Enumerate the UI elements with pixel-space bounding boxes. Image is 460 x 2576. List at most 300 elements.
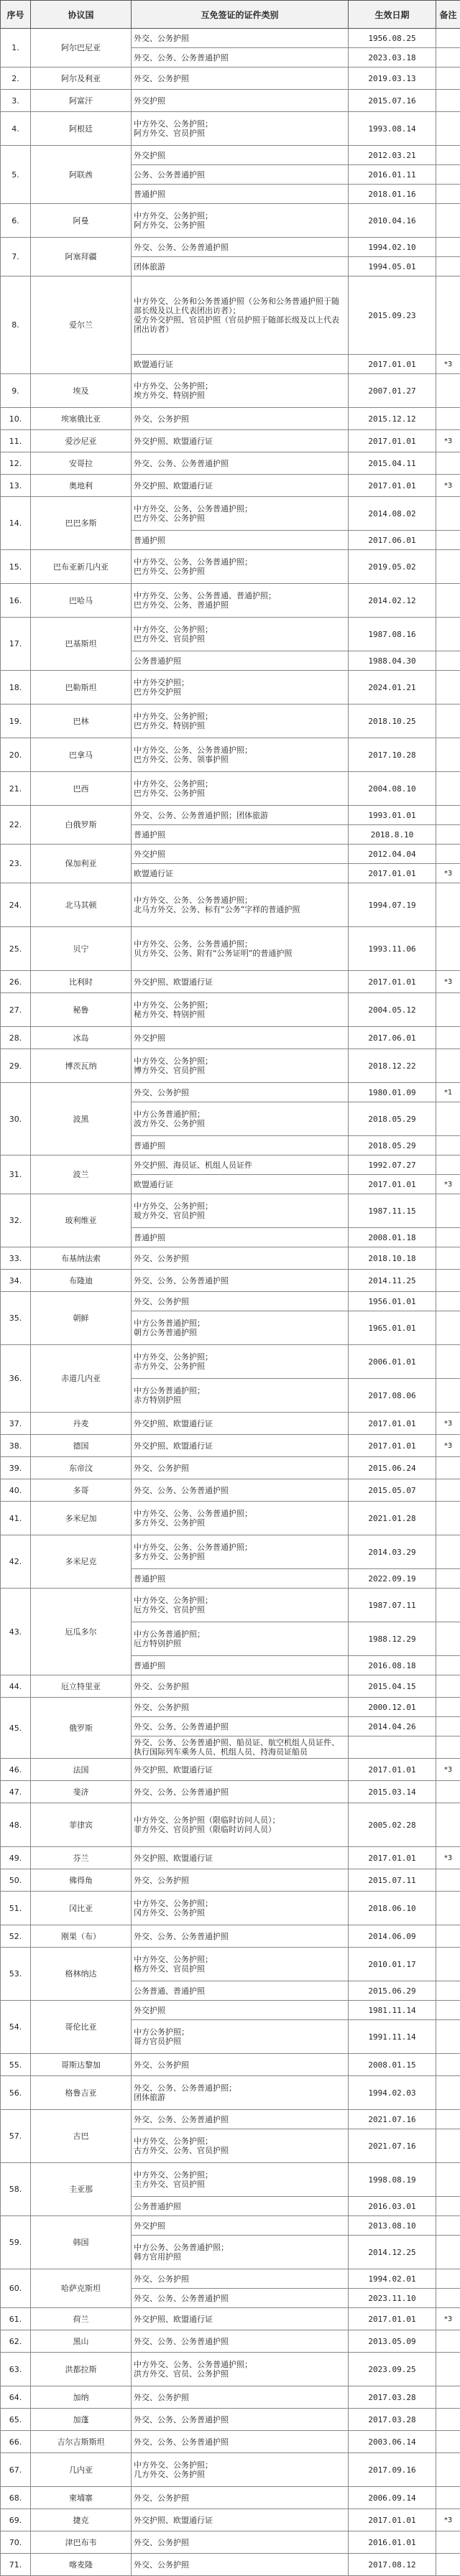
country-name: 朝鲜	[31, 1292, 132, 1345]
remark	[436, 48, 460, 68]
table-row	[1, 2110, 460, 2129]
remark	[436, 1869, 460, 1892]
country-name: 丹麦	[31, 1413, 132, 1435]
effective-date: 2018.12.22	[349, 1049, 436, 1083]
effective-date: 2004.05.12	[349, 993, 436, 1027]
table-row	[1, 1292, 460, 1311]
remark	[436, 1156, 460, 1175]
country-name: 波黑	[31, 1083, 132, 1156]
document-types: 中方外交、公务护照； 玻方外交、官员护照	[132, 1194, 349, 1228]
effective-date: 2017.03.28	[349, 2386, 436, 2409]
country-name: 东帝汶	[31, 1457, 132, 1479]
country-name: 巴勒斯坦	[31, 671, 132, 705]
row-number: 46.	[1, 1759, 31, 1781]
document-types: 中方外交、公务、公务普通护照； 贝方外交、公务、附有“公务证明”的普通护照	[132, 927, 349, 971]
table-row	[1, 1413, 460, 1435]
remark	[436, 2409, 460, 2431]
effective-date: 2015.05.07	[349, 1479, 436, 1502]
document-types: 公务普通、普通护照	[132, 1981, 349, 2001]
row-number: 9.	[1, 374, 31, 408]
effective-date: 2015.06.24	[349, 1457, 436, 1479]
document-types: 外交护照、欧盟通行证	[132, 475, 349, 497]
document-types: 外交、公务、公务普通护照	[132, 1717, 349, 1736]
remark	[436, 806, 460, 825]
table-row	[1, 1869, 460, 1892]
remark	[436, 2001, 460, 2020]
remark	[436, 1589, 460, 1622]
row-number: 1.	[1, 29, 31, 68]
remark	[436, 2431, 460, 2453]
table-row	[1, 772, 460, 806]
effective-date: 1993.01.01	[349, 806, 436, 825]
document-types: 外交护照、欧盟通行证	[132, 2308, 349, 2330]
remark	[436, 68, 460, 90]
effective-date: 1965.01.01	[349, 1311, 436, 1345]
remark	[436, 2353, 460, 2386]
effective-date: 2016.03.01	[349, 2197, 436, 2216]
remark	[436, 185, 460, 204]
table-row	[1, 2531, 460, 2554]
country-name: 津巴布韦	[31, 2531, 132, 2554]
effective-date: 1992.07.27	[349, 1156, 436, 1175]
row-number: 44.	[1, 1675, 31, 1698]
remark	[436, 1948, 460, 1981]
remark	[436, 1270, 460, 1292]
effective-date: 1994.02.03	[349, 2076, 436, 2110]
document-types: 外交、公务护照	[132, 1083, 349, 1102]
document-types: 普通护照	[132, 825, 349, 845]
country-name: 法国	[31, 1759, 132, 1781]
effective-date: 2017.06.01	[349, 1027, 436, 1049]
country-name: 刚果（布）	[31, 1925, 132, 1948]
row-number: 40.	[1, 1479, 31, 1502]
remark	[436, 1136, 460, 1156]
effective-date: 2017.01.01	[349, 864, 436, 883]
country-name: 冈比亚	[31, 1892, 132, 1925]
table-row	[1, 2409, 460, 2431]
table-row	[1, 430, 460, 452]
remark	[436, 1981, 460, 2001]
remark	[436, 165, 460, 185]
effective-date: 2017.08.12	[349, 2554, 436, 2576]
country-name: 几内亚	[31, 2453, 132, 2487]
document-types: 中方公务普通护照； 厄方特别护照	[132, 1622, 349, 1656]
row-number: 42.	[1, 1535, 31, 1589]
row-number: 61.	[1, 2308, 31, 2330]
header-document-types: 互免签证的证件类别	[132, 1, 349, 29]
effective-date: 2007.01.27	[349, 374, 436, 408]
effective-date: 2013.08.10	[349, 2216, 436, 2236]
country-name: 埃及	[31, 374, 132, 408]
document-types: 外交、公务护照	[132, 1869, 349, 1892]
country-name: 格林纳达	[31, 1948, 132, 2001]
row-number: 10.	[1, 408, 31, 430]
remark	[436, 2076, 460, 2110]
effective-date: 2018.01.16	[349, 185, 436, 204]
row-number: 59.	[1, 2216, 31, 2269]
document-types: 中方外交护照； 巴方外交护照	[132, 671, 349, 705]
effective-date: 2021.01.28	[349, 1502, 436, 1535]
row-number: 26.	[1, 971, 31, 993]
effective-date: 1956.01.01	[349, 1292, 436, 1311]
row-number: 20.	[1, 738, 31, 772]
document-types: 中方公务普通护照； 波方外交、公务护照	[132, 1102, 349, 1136]
document-types: 欧盟通行证	[132, 1175, 349, 1194]
row-number: 13.	[1, 475, 31, 497]
remark	[436, 257, 460, 276]
document-types: 中方外交、公务护照； 几方外交、公务护照	[132, 2453, 349, 2487]
effective-date: 2010.01.17	[349, 1948, 436, 1981]
country-name: 厄瓜多尔	[31, 1589, 132, 1675]
effective-date: 1994.07.19	[349, 883, 436, 927]
table-row	[1, 204, 460, 238]
remark: *3	[436, 2509, 460, 2531]
row-number: 34.	[1, 1270, 31, 1292]
document-types: 外交、公务护照	[132, 2386, 349, 2409]
effective-date: 2005.02.28	[349, 1803, 436, 1847]
effective-date: 2017.08.06	[349, 1379, 436, 1413]
effective-date: 1994.02.10	[349, 238, 436, 257]
effective-date: 2023.03.18	[349, 48, 436, 68]
country-name: 玻利维亚	[31, 1194, 132, 1247]
effective-date: 1981.11.14	[349, 2001, 436, 2020]
remark	[436, 1892, 460, 1925]
effective-date: 1956.08.25	[349, 29, 436, 48]
row-number: 64.	[1, 2386, 31, 2409]
document-types: 中方外交、公务护照； 秘方外交、特别护照	[132, 993, 349, 1027]
table-row	[1, 1156, 460, 1175]
table-row	[1, 1675, 460, 1698]
table-row	[1, 2487, 460, 2509]
remark	[436, 584, 460, 618]
row-number: 6.	[1, 204, 31, 238]
row-number: 67.	[1, 2453, 31, 2487]
country-name: 赤道几内亚	[31, 1345, 132, 1413]
country-name: 阿根廷	[31, 112, 132, 146]
effective-date: 2017.01.01	[349, 1175, 436, 1194]
document-types: 中方外交、公务护照； 巴方外交、公务护照	[132, 772, 349, 806]
remark	[436, 2054, 460, 2076]
row-number: 70.	[1, 2531, 31, 2554]
country-name: 比利时	[31, 971, 132, 993]
remark: *1	[436, 1083, 460, 1102]
table-row	[1, 1457, 460, 1479]
document-types: 中方外交、公务护照； 赤方外交、公务护照	[132, 1345, 349, 1379]
row-number: 4.	[1, 112, 31, 146]
country-name: 黑山	[31, 2330, 132, 2353]
effective-date: 2016.01.01	[349, 2531, 436, 2554]
table-row	[1, 1049, 460, 1083]
effective-date: 2008.01.15	[349, 2054, 436, 2076]
effective-date: 2006.01.01	[349, 1345, 436, 1379]
effective-date: 2023.11.10	[349, 2289, 436, 2308]
effective-date: 2017.06.01	[349, 531, 436, 550]
effective-date: 1987.11.15	[349, 1194, 436, 1228]
remark: *3	[436, 1847, 460, 1869]
remark	[436, 2554, 460, 2576]
effective-date: 1993.08.14	[349, 112, 436, 146]
document-types: 外交、公务护照	[132, 408, 349, 430]
table-row	[1, 2353, 460, 2386]
remark	[436, 705, 460, 738]
country-name: 多米尼加	[31, 1502, 132, 1535]
remark	[436, 738, 460, 772]
document-types: 外交、公务护照	[132, 1292, 349, 1311]
effective-date: 2017.01.01	[349, 355, 436, 374]
country-name: 波兰	[31, 1156, 132, 1194]
row-number: 17.	[1, 618, 31, 671]
effective-date: 2018.10.18	[349, 1247, 436, 1270]
country-name: 布隆迪	[31, 1270, 132, 1292]
effective-date: 2015.12.12	[349, 408, 436, 430]
table-row	[1, 1083, 460, 1102]
document-types: 中方外交、公务、公务普通护照； 巴方外交、公务护照	[132, 550, 349, 584]
document-types: 中方外交、公务护照； 格方外交、官员护照	[132, 1948, 349, 1981]
document-types: 外交、公务护照	[132, 1457, 349, 1479]
document-types: 中方外交、公务、公务普通护照； 巴方外交、公务护照	[132, 497, 349, 531]
remark	[436, 408, 460, 430]
document-types: 普通护照	[132, 1136, 349, 1156]
table-row	[1, 2163, 460, 2197]
row-number: 53.	[1, 1948, 31, 2001]
document-types: 外交护照	[132, 2216, 349, 2236]
document-types: 外交护照	[132, 2001, 349, 2020]
row-number: 54.	[1, 2001, 31, 2054]
row-number: 27.	[1, 993, 31, 1027]
country-name: 哥斯达黎加	[31, 2054, 132, 2076]
remark	[436, 2129, 460, 2163]
document-types: 中方外交、公务护照； 阿方外交、公务护照	[132, 204, 349, 238]
document-types: 外交、公务、公务普通护照	[132, 1925, 349, 1948]
row-number: 62.	[1, 2330, 31, 2353]
table-row	[1, 1502, 460, 1535]
document-types: 公务普通护照	[132, 651, 349, 671]
table-row	[1, 497, 460, 531]
remark	[436, 2531, 460, 2554]
table-row	[1, 2054, 460, 2076]
document-types: 外交、公务、公务普通护照	[132, 452, 349, 475]
row-number: 66.	[1, 2431, 31, 2453]
table-row	[1, 1589, 460, 1622]
effective-date: 2015.07.11	[349, 1869, 436, 1892]
remark	[436, 146, 460, 165]
document-types: 中方外交、公务护照； 圭方外交、官员护照	[132, 2163, 349, 2197]
row-number: 38.	[1, 1435, 31, 1457]
document-types: 外交护照、欧盟通行证	[132, 1847, 349, 1869]
table-row	[1, 1781, 460, 1803]
document-types: 外交护照、欧盟通行证	[132, 971, 349, 993]
row-number: 7.	[1, 238, 31, 276]
effective-date: 2018.05.29	[349, 1102, 436, 1136]
table-row	[1, 1535, 460, 1569]
table-row	[1, 1270, 460, 1292]
effective-date: 2014.12.25	[349, 2236, 436, 2269]
effective-date: 2017.01.01	[349, 430, 436, 452]
effective-date: 2014.11.25	[349, 1270, 436, 1292]
table-row	[1, 845, 460, 864]
remark	[436, 825, 460, 845]
document-types: 外交、公务、公务普通护照	[132, 1270, 349, 1292]
country-name: 保加利亚	[31, 845, 132, 883]
table-row	[1, 2216, 460, 2236]
country-name: 斐济	[31, 1781, 132, 1803]
table-row	[1, 671, 460, 705]
remark	[436, 1698, 460, 1717]
document-types: 团体旅游	[132, 257, 349, 276]
effective-date: 2018.8.10	[349, 825, 436, 845]
effective-date: 2013.05.09	[349, 2330, 436, 2353]
country-name: 阿尔及利亚	[31, 68, 132, 90]
document-types: 外交、公务护照	[132, 2269, 349, 2289]
document-types: 外交护照、欧盟通行证	[132, 2509, 349, 2531]
effective-date: 2015.07.16	[349, 90, 436, 112]
document-types: 外交护照、海员证、机组人员证件	[132, 1156, 349, 1175]
remark	[436, 651, 460, 671]
document-types: 外交、公务、公务普通护照	[132, 2431, 349, 2453]
table-row	[1, 1479, 460, 1502]
remark: *3	[436, 2308, 460, 2330]
remark	[436, 2269, 460, 2289]
remark	[436, 883, 460, 927]
table-row	[1, 374, 460, 408]
row-number: 33.	[1, 1247, 31, 1270]
country-name: 安哥拉	[31, 452, 132, 475]
document-types: 外交、公务、公务普通护照	[132, 2289, 349, 2308]
remark	[436, 772, 460, 806]
remark	[436, 1781, 460, 1803]
effective-date: 2012.04.04	[349, 845, 436, 864]
row-number: 39.	[1, 1457, 31, 1479]
effective-date: 1993.11.06	[349, 927, 436, 971]
effective-date: 2019.05.02	[349, 550, 436, 584]
remark	[436, 1803, 460, 1847]
country-name: 爱沙尼亚	[31, 430, 132, 452]
remark: *3	[436, 430, 460, 452]
document-types: 中方外交、公务、公务普通护照； 北马方外交、公务、标有“公务”字样的普通护照	[132, 883, 349, 927]
country-name: 古巴	[31, 2110, 132, 2163]
remark	[436, 276, 460, 355]
effective-date: 2018.05.29	[349, 1136, 436, 1156]
row-number: 15.	[1, 550, 31, 584]
table-row	[1, 550, 460, 584]
table-row	[1, 29, 460, 48]
remark: *3	[436, 475, 460, 497]
remark	[436, 452, 460, 475]
table-row	[1, 408, 460, 430]
remark	[436, 550, 460, 584]
effective-date: 2010.04.16	[349, 204, 436, 238]
country-name: 巴林	[31, 705, 132, 738]
header-row	[1, 1, 460, 29]
table-row	[1, 993, 460, 1027]
effective-date: 2017.01.01	[349, 1435, 436, 1457]
row-number: 30.	[1, 1083, 31, 1156]
effective-date: 2017.03.28	[349, 2409, 436, 2431]
document-types: 外交护照	[132, 845, 349, 864]
country-name: 多哥	[31, 1479, 132, 1502]
row-number: 22.	[1, 806, 31, 845]
table-row	[1, 1345, 460, 1379]
table-row	[1, 705, 460, 738]
remark	[436, 1622, 460, 1656]
effective-date: 2015.04.15	[349, 1675, 436, 1698]
remark	[436, 497, 460, 531]
document-types: 欧盟通行证	[132, 355, 349, 374]
document-types: 公务普通护照	[132, 2197, 349, 2216]
row-number: 57.	[1, 2110, 31, 2163]
table-row	[1, 883, 460, 927]
document-types: 外交、公务护照	[132, 2487, 349, 2509]
country-name: 爱尔兰	[31, 276, 132, 374]
effective-date: 2014.08.02	[349, 497, 436, 531]
remark	[436, 1479, 460, 1502]
remark	[436, 29, 460, 48]
effective-date: 2017.01.01	[349, 1413, 436, 1435]
row-number: 14.	[1, 497, 31, 550]
row-number: 31.	[1, 1156, 31, 1194]
document-types: 外交、公务、公务普通护照	[132, 238, 349, 257]
table-row	[1, 2076, 460, 2110]
effective-date: 2015.03.14	[349, 1781, 436, 1803]
remark	[436, 374, 460, 408]
document-types: 中方公务、公务普通护照； 韩方官用护照	[132, 2236, 349, 2269]
country-name: 哥伦比亚	[31, 2001, 132, 2054]
row-number: 16.	[1, 584, 31, 618]
effective-date: 1980.01.09	[349, 1083, 436, 1102]
country-name: 巴巴多斯	[31, 497, 132, 550]
document-types: 中方外交、公务护照； 巴方外交、官员护照	[132, 618, 349, 651]
row-number: 52.	[1, 1925, 31, 1948]
remark	[436, 1502, 460, 1535]
header-remarks: 备注	[436, 1, 460, 29]
remark	[436, 531, 460, 550]
document-types: 外交、公务、公务普通护照；团体旅游	[132, 806, 349, 825]
country-name: 阿塞拜疆	[31, 238, 132, 276]
remark	[436, 1049, 460, 1083]
row-number: 47.	[1, 1781, 31, 1803]
remark	[436, 238, 460, 257]
document-types: 普通护照	[132, 185, 349, 204]
country-name: 佛得角	[31, 1869, 132, 1892]
effective-date: 2014.06.09	[349, 1925, 436, 1948]
country-name: 贝宁	[31, 927, 132, 971]
document-types: 欧盟通行证	[132, 864, 349, 883]
country-name: 荷兰	[31, 2308, 132, 2330]
effective-date: 1994.02.01	[349, 2269, 436, 2289]
effective-date: 2021.07.16	[349, 2129, 436, 2163]
document-types: 外交护照、欧盟通行证	[132, 1759, 349, 1781]
table-row	[1, 927, 460, 971]
country-name: 博茨瓦纳	[31, 1049, 132, 1083]
effective-date: 2017.01.01	[349, 475, 436, 497]
country-name: 洪都拉斯	[31, 2353, 132, 2386]
country-name: 格鲁吉亚	[31, 2076, 132, 2110]
row-number: 51.	[1, 1892, 31, 1925]
effective-date: 2018.10.25	[349, 705, 436, 738]
country-name: 柬埔寨	[31, 2487, 132, 2509]
effective-date: 2015.04.11	[349, 452, 436, 475]
remark	[436, 618, 460, 651]
document-types: 外交、公务、公务普通护照	[132, 1479, 349, 1502]
row-number: 36.	[1, 1345, 31, 1413]
row-number: 35.	[1, 1292, 31, 1345]
row-number: 21.	[1, 772, 31, 806]
country-name: 巴哈马	[31, 584, 132, 618]
table-row	[1, 1892, 460, 1925]
remark	[436, 1457, 460, 1479]
table-row	[1, 2308, 460, 2330]
table-row	[1, 2001, 460, 2020]
